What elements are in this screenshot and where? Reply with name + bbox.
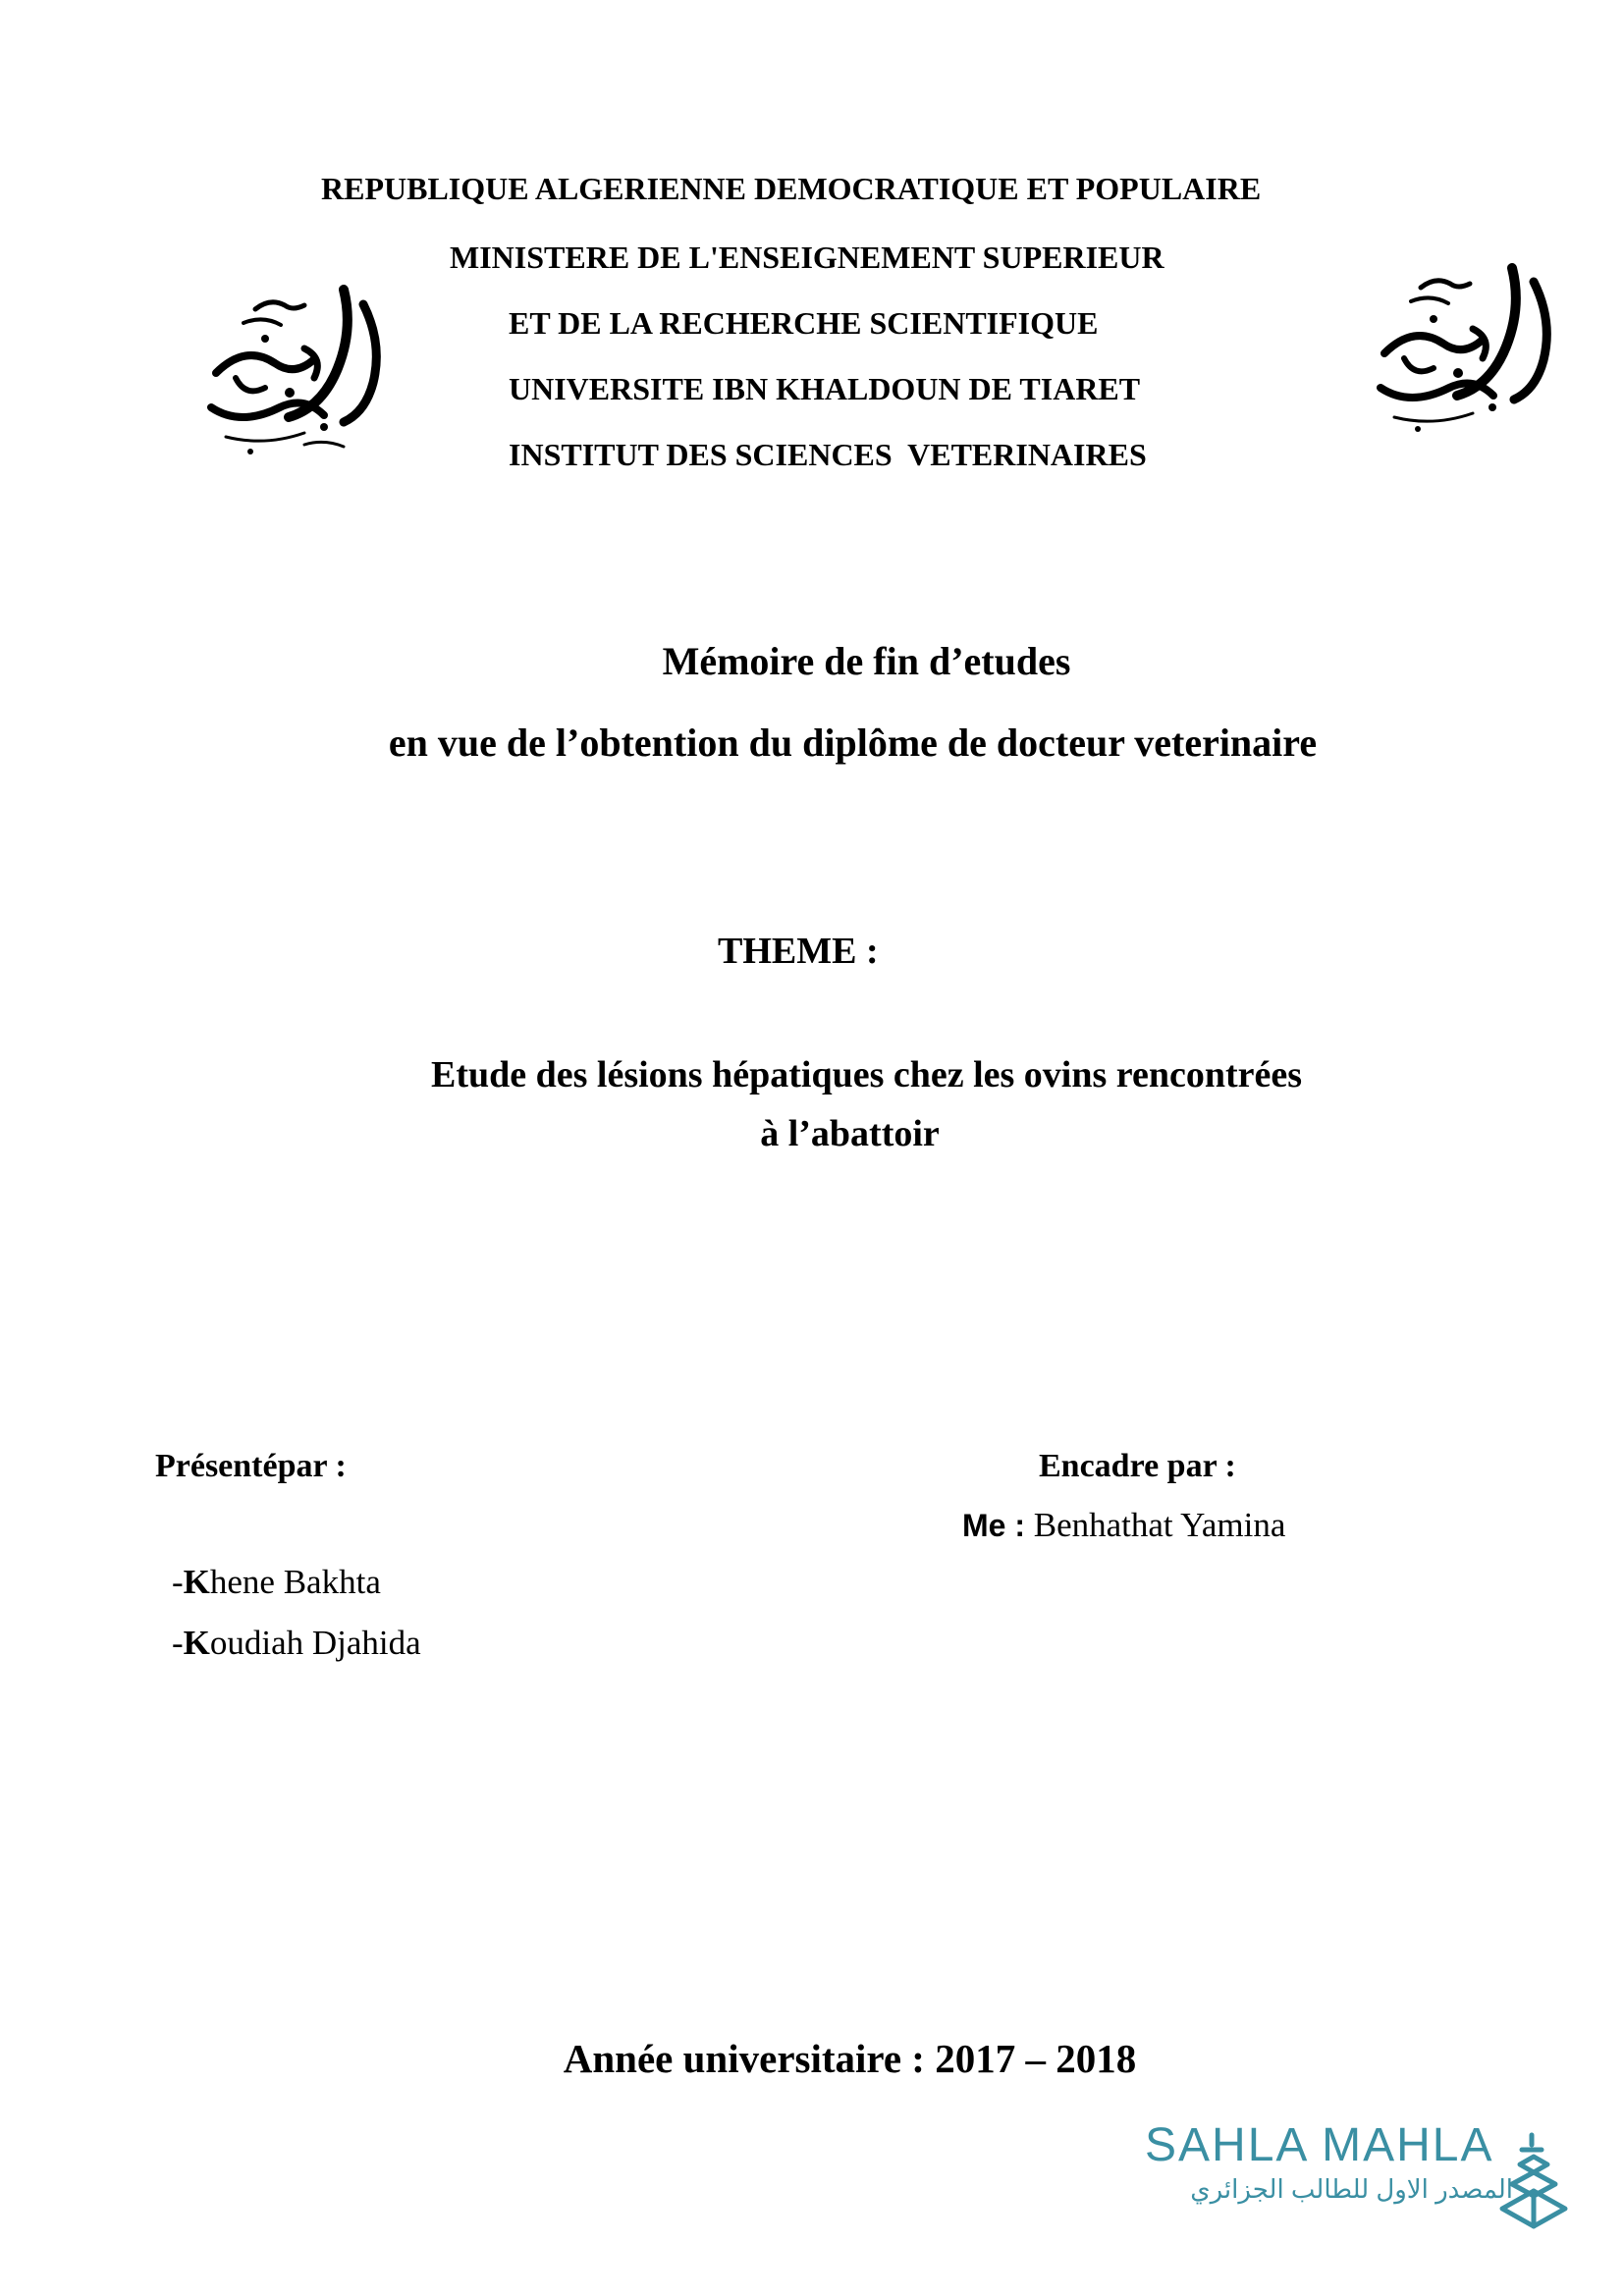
theme-line-1: Etude des lésions hépatiques chez les ovins rencontrées: [430, 1054, 1303, 1095]
academic-year: Année universitaire : 2017 – 2018: [563, 2036, 1137, 2081]
header-institute: INSTITUT DES SCIENCES VETERINAIRES: [509, 437, 1147, 472]
header-ministry: MINISTERE DE L'ENSEIGNEMENT SUPERIEUR: [450, 240, 1164, 275]
sahla-mahla-logo-icon: [1492, 2130, 1581, 2238]
memoire-subtitle: en vue de l’obtention du diplôme de docteur veterinaire: [388, 721, 1318, 765]
university-calligraphy-logo-icon: [196, 280, 407, 461]
student-name: -Koudiah Djahida: [172, 1624, 421, 1662]
theme-label: THEME :: [718, 931, 879, 972]
watermark-tagline: المصدر الاول للطالب الجزائري: [1190, 2174, 1513, 2204]
memoire-title: Mémoire de fin d’etudes: [662, 639, 1071, 683]
student-name: -Khene Bakhta: [172, 1563, 381, 1601]
header-research: ET DE LA RECHERCHE SCIENTIFIQUE: [509, 305, 1099, 341]
supervisor-name: Me : Benhathat Yamina: [962, 1506, 1286, 1544]
university-logo-right: [1367, 260, 1578, 442]
presented-by-label: Présentépar :: [155, 1448, 347, 1484]
watermark-brand: SAHLA MAHLA: [1145, 2119, 1494, 2171]
theme-line-2: à l’abattoir: [760, 1113, 940, 1154]
header-university: UNIVERSITE IBN KHALDOUN DE TIARET: [509, 371, 1141, 406]
university-calligraphy-logo-icon: [1367, 260, 1578, 442]
university-logo-left: [196, 280, 407, 461]
supervisor-label: Encadre par :: [1039, 1448, 1236, 1484]
header-republic: REPUBLIQUE ALGERIENNE DEMOCRATIQUE ET POPULAIRE: [321, 171, 1262, 206]
supervisor-title: Me :: [962, 1508, 1025, 1543]
